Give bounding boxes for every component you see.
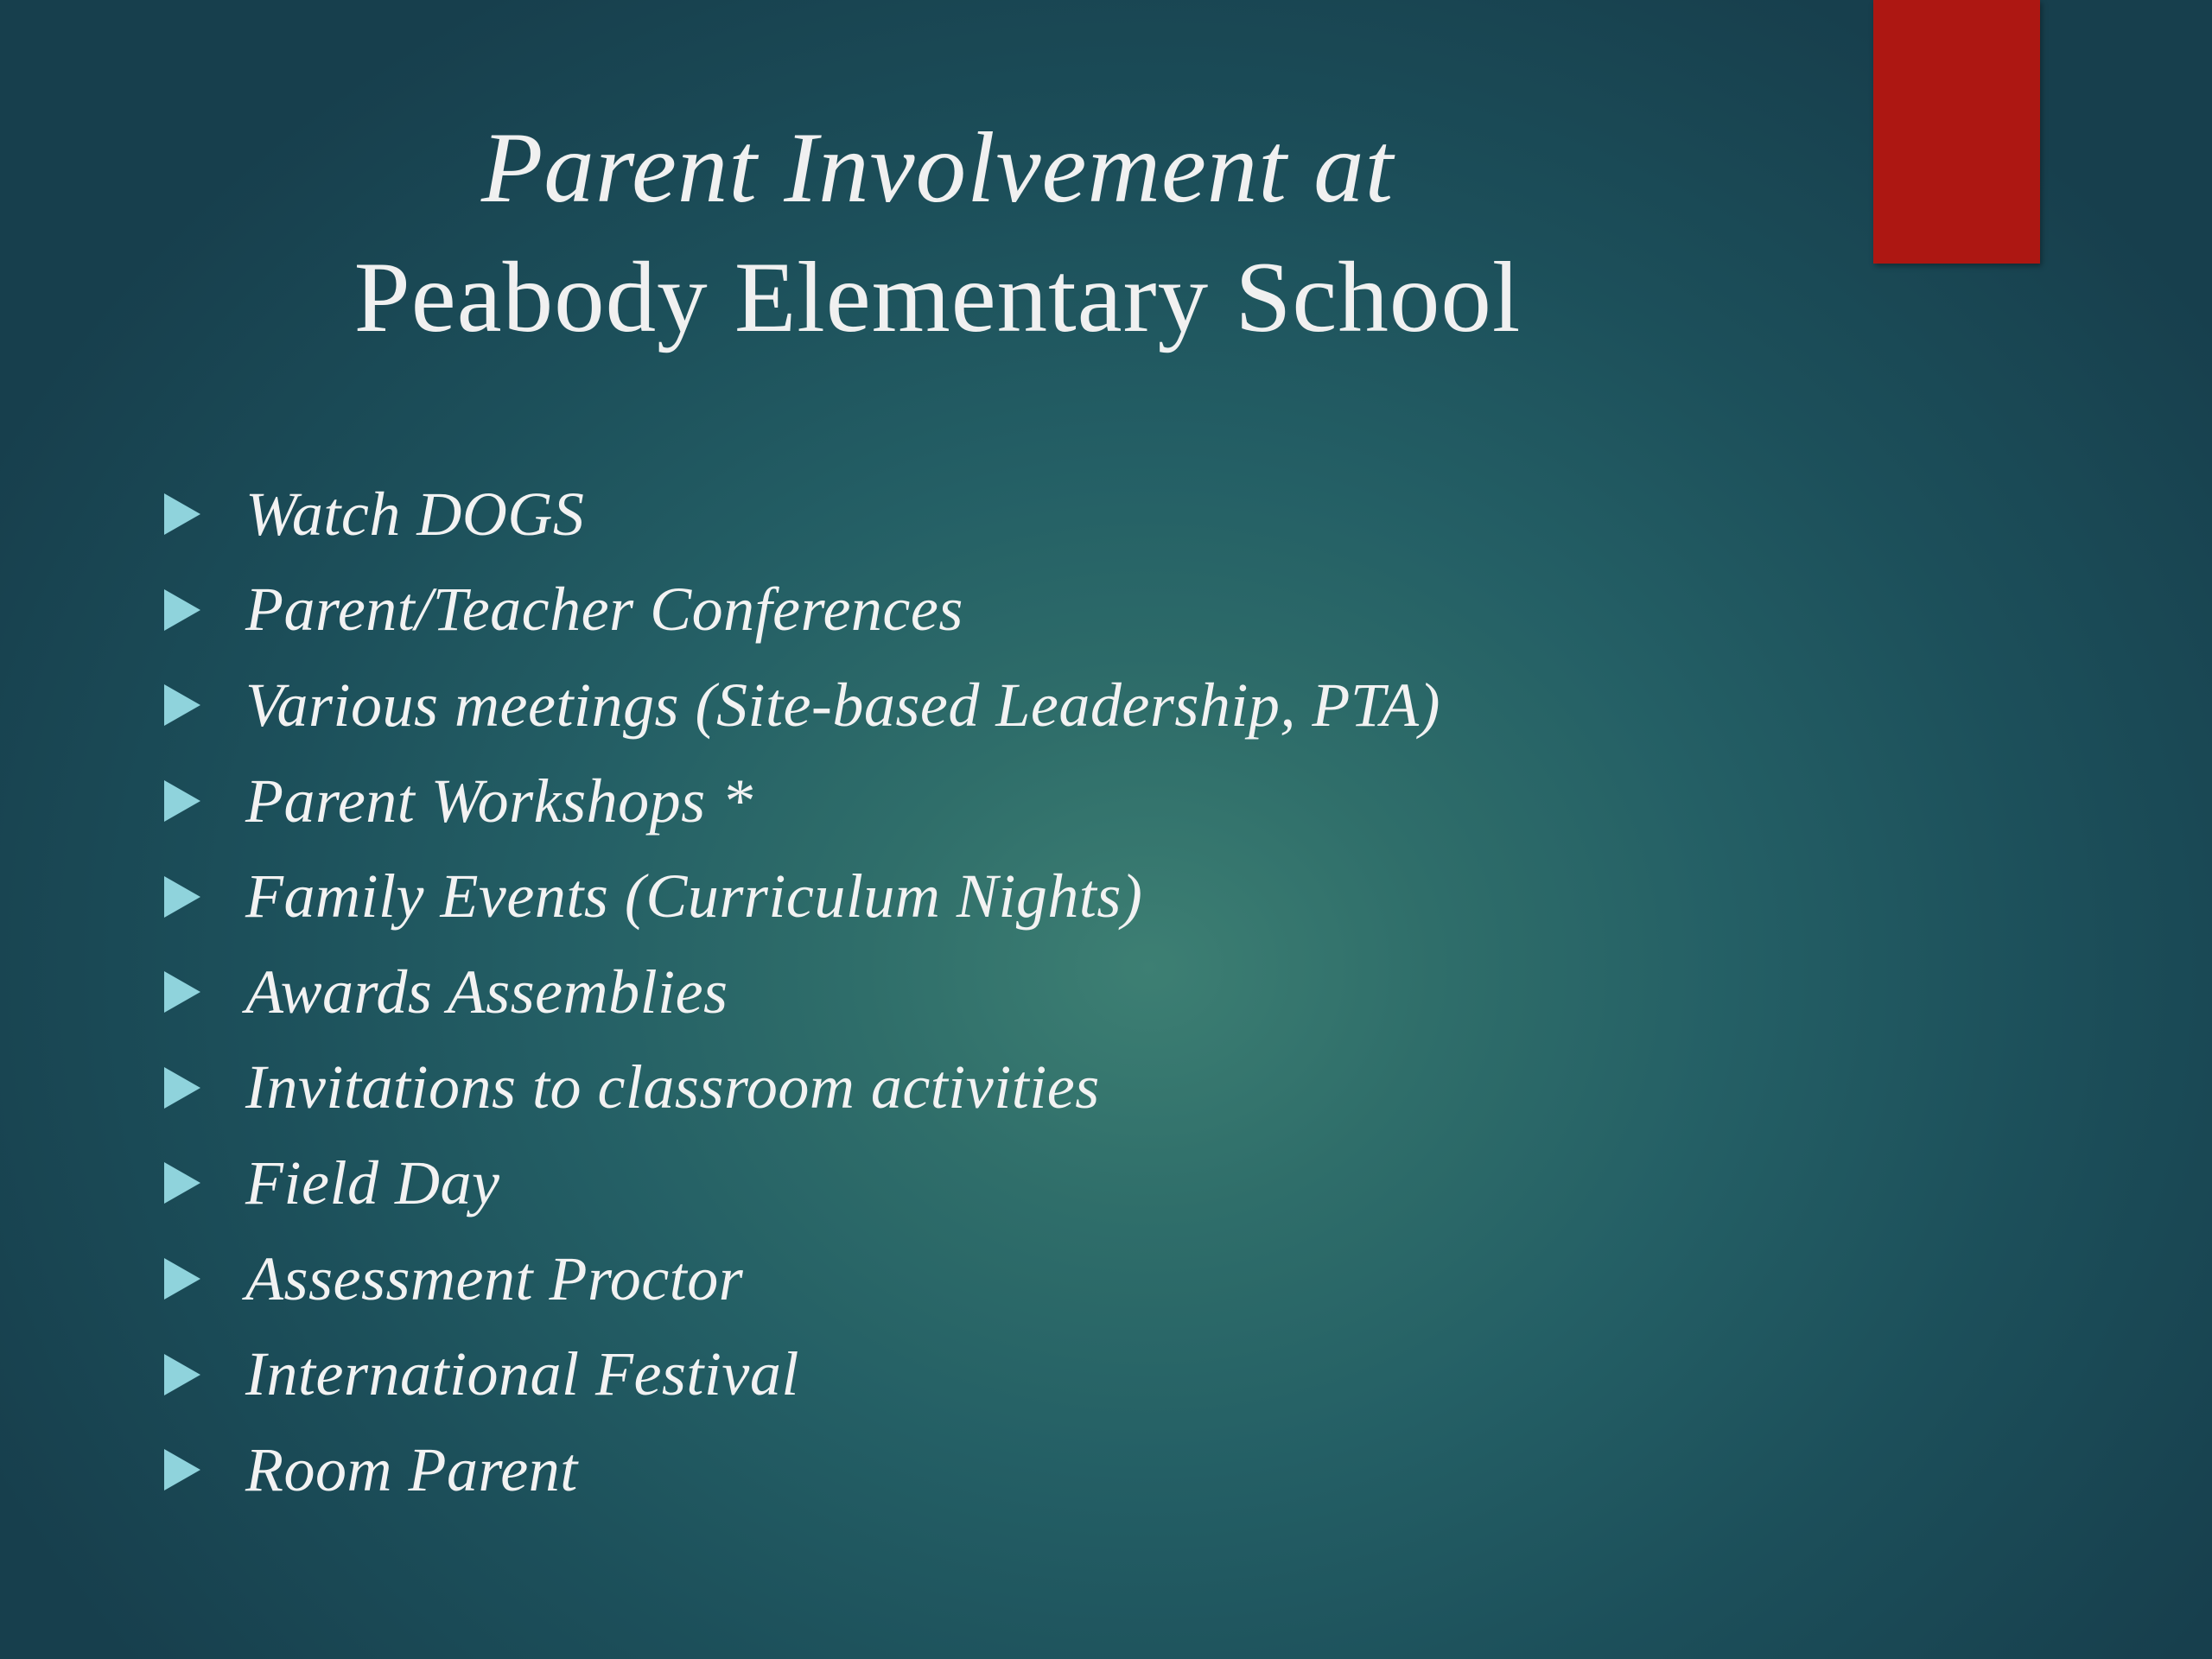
bullet-item bbox=[164, 658, 1440, 753]
bullet-item bbox=[164, 849, 1440, 944]
red-accent-bar bbox=[1873, 0, 2040, 264]
bullet-item bbox=[164, 1231, 1440, 1327]
bullet-text: Parent/Teacher Conferences bbox=[245, 575, 963, 645]
triangle-right-icon bbox=[164, 971, 200, 1013]
triangle-right-icon bbox=[164, 1258, 200, 1300]
triangle-right-icon bbox=[164, 1162, 200, 1204]
bullet-list bbox=[164, 467, 1440, 1518]
bullet-text: Awards Assemblies bbox=[245, 957, 728, 1027]
triangle-right-icon bbox=[164, 493, 200, 535]
bullet-text: Field Day bbox=[245, 1147, 500, 1217]
bullet-item bbox=[164, 1422, 1440, 1518]
bullet-item bbox=[164, 753, 1440, 849]
triangle-right-icon bbox=[164, 589, 200, 631]
triangle-right-icon bbox=[164, 876, 200, 918]
title-line-2: Peabody Elementary School bbox=[353, 242, 1522, 353]
bullet-item bbox=[164, 467, 1440, 563]
triangle-right-icon bbox=[164, 1067, 200, 1109]
bullet-item bbox=[164, 1135, 1440, 1231]
slide-title bbox=[0, 104, 1875, 363]
bullet-text: Family Events (Curriculum Nights) bbox=[245, 861, 1143, 931]
bullet-text: Assessment Proctor bbox=[245, 1243, 744, 1313]
bullet-item bbox=[164, 563, 1440, 658]
bullet-item bbox=[164, 1040, 1440, 1136]
bullet-item bbox=[164, 944, 1440, 1040]
bullet-item bbox=[164, 1326, 1440, 1422]
bullet-text: Parent Workshops * bbox=[245, 766, 753, 836]
bullet-text: Various meetings (Site-based Leadership, PTA) bbox=[245, 670, 1441, 740]
bullet-text: International Festival bbox=[245, 1339, 799, 1409]
title-line-1: Parent Involvement at bbox=[480, 112, 1395, 224]
bullet-text: Watch DOGS bbox=[245, 479, 585, 549]
triangle-right-icon bbox=[164, 684, 200, 726]
bullet-text: Room Parent bbox=[245, 1434, 578, 1504]
triangle-right-icon bbox=[164, 1449, 200, 1491]
triangle-right-icon bbox=[164, 1354, 200, 1395]
bullet-text: Invitations to classroom activities bbox=[245, 1052, 1100, 1122]
triangle-right-icon bbox=[164, 780, 200, 822]
